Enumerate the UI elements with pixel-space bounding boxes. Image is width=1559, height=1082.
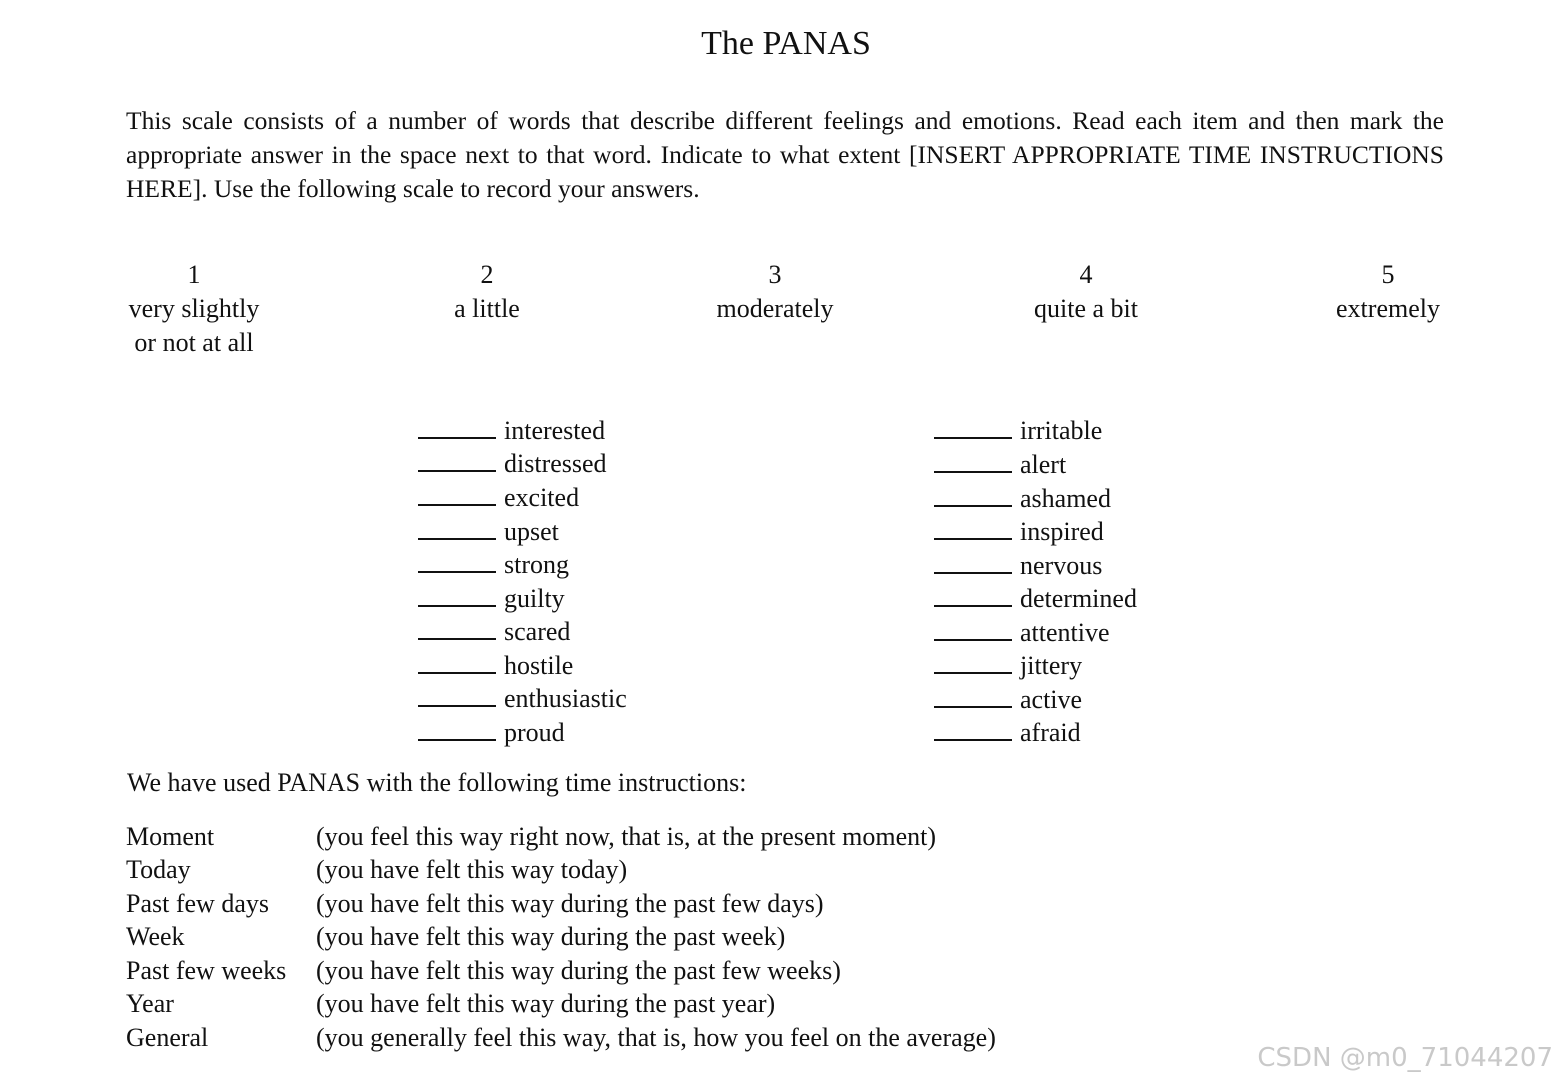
list-item bbox=[934, 447, 1066, 480]
item-label: guilty bbox=[504, 584, 565, 613]
answer-blank[interactable] bbox=[934, 413, 1012, 439]
list-item bbox=[418, 480, 579, 513]
list-item bbox=[934, 581, 1137, 614]
item-label: distressed bbox=[504, 449, 607, 478]
answer-blank[interactable] bbox=[934, 682, 1012, 708]
time-frame-name: Today bbox=[126, 855, 191, 884]
item-label: enthusiastic bbox=[504, 684, 627, 713]
list-item bbox=[934, 548, 1102, 581]
scale-label: extremely bbox=[1336, 294, 1440, 323]
scale-number: 5 bbox=[1381, 260, 1395, 289]
time-frame-name: Past few weeks bbox=[126, 956, 287, 985]
list-item bbox=[418, 547, 569, 580]
scale-number: 1 bbox=[187, 260, 201, 289]
scale-label: a little bbox=[454, 294, 520, 323]
answer-blank[interactable] bbox=[418, 614, 496, 640]
item-label: active bbox=[1020, 685, 1083, 714]
item-label: strong bbox=[504, 550, 569, 579]
item-label: interested bbox=[504, 416, 606, 445]
list-item bbox=[418, 514, 559, 547]
answer-blank[interactable] bbox=[934, 581, 1012, 607]
scale-number: 2 bbox=[480, 260, 494, 289]
item-label: proud bbox=[504, 718, 565, 747]
item-label: upset bbox=[504, 517, 559, 546]
time-frame-description: (you feel this way right now, that is, at the present moment) bbox=[316, 822, 937, 851]
list-item bbox=[418, 413, 605, 446]
time-frame-description: (you have felt this way during the past few weeks) bbox=[316, 956, 841, 985]
item-label: inspired bbox=[1020, 517, 1104, 546]
answer-blank[interactable] bbox=[934, 648, 1012, 674]
scale-point-2 bbox=[427, 258, 547, 326]
list-item bbox=[418, 681, 627, 714]
item-label: afraid bbox=[1020, 718, 1081, 747]
list-item bbox=[418, 614, 570, 647]
answer-blank[interactable] bbox=[418, 480, 496, 506]
time-frame-name: General bbox=[126, 1023, 209, 1052]
answer-blank[interactable] bbox=[418, 715, 496, 741]
item-label: excited bbox=[504, 483, 580, 512]
scale-label: quite a bit bbox=[1034, 294, 1138, 323]
scale-number: 4 bbox=[1079, 260, 1093, 289]
answer-blank[interactable] bbox=[934, 548, 1012, 574]
answer-blank[interactable] bbox=[418, 446, 496, 472]
item-label: irritable bbox=[1020, 416, 1103, 445]
time-frame-name: Week bbox=[126, 922, 185, 951]
time-frame-description: (you have felt this way today) bbox=[316, 855, 628, 884]
scale-point-3 bbox=[695, 258, 855, 326]
answer-blank[interactable] bbox=[418, 547, 496, 573]
answer-blank[interactable] bbox=[934, 715, 1012, 741]
list-item bbox=[934, 648, 1082, 681]
time-frame-description: (you have felt this way during the past few days) bbox=[316, 889, 824, 918]
page-title: The PANAS bbox=[701, 25, 871, 62]
item-label: attentive bbox=[1020, 618, 1110, 647]
item-label: alert bbox=[1020, 450, 1067, 479]
scale-number: 3 bbox=[768, 260, 782, 289]
answer-blank[interactable] bbox=[418, 514, 496, 540]
time-frame-description: (you have felt this way during the past year) bbox=[316, 989, 776, 1018]
instructions-paragraph: This scale consists of a number of words that describe different feelings and emotions. Read each item and then mark the appropriate answer in the space next to that word. Indicate to what extent [INSERT APPROPRIATE TIME INSTRUCTIONS HERE]. Use the following scale to record your answers. bbox=[126, 106, 1444, 203]
list-item bbox=[418, 648, 573, 681]
time-frame-name: Year bbox=[126, 989, 174, 1018]
item-label: determined bbox=[1020, 584, 1137, 613]
list-item bbox=[934, 413, 1102, 446]
list-item bbox=[418, 581, 565, 614]
time-frame-name: Past few days bbox=[126, 889, 269, 918]
answer-blank[interactable] bbox=[934, 615, 1012, 641]
list-item bbox=[934, 715, 1081, 748]
scale-point-5 bbox=[1318, 258, 1458, 326]
answer-blank[interactable] bbox=[418, 581, 496, 607]
answer-blank[interactable] bbox=[418, 681, 496, 707]
item-label: hostile bbox=[504, 651, 574, 680]
answer-blank[interactable] bbox=[934, 514, 1012, 540]
answer-blank[interactable] bbox=[934, 481, 1012, 507]
watermark: CSDN @m0_71044207 bbox=[1257, 1043, 1553, 1073]
scale-point-1 bbox=[126, 258, 262, 360]
time-frame-name: Moment bbox=[126, 822, 215, 851]
list-item bbox=[418, 446, 607, 479]
item-label: scared bbox=[504, 617, 571, 646]
answer-blank[interactable] bbox=[934, 447, 1012, 473]
list-item bbox=[418, 715, 565, 748]
scale-point-4 bbox=[1010, 258, 1162, 326]
time-frame-description: (you have felt this way during the past week) bbox=[316, 922, 786, 951]
list-item bbox=[934, 615, 1110, 648]
list-item bbox=[934, 682, 1082, 715]
item-label: jittery bbox=[1020, 651, 1083, 680]
item-label: nervous bbox=[1020, 551, 1103, 580]
list-item bbox=[934, 514, 1104, 547]
answer-blank[interactable] bbox=[418, 648, 496, 674]
list-item bbox=[934, 481, 1111, 514]
scale-label: very slightly or not at all bbox=[128, 294, 260, 357]
scale-label: moderately bbox=[716, 294, 834, 323]
answer-blank[interactable] bbox=[418, 413, 496, 439]
time-instructions-heading: We have used PANAS with the following time instructions: bbox=[127, 768, 747, 797]
item-label: ashamed bbox=[1020, 484, 1111, 513]
time-frame-description: (you generally feel this way, that is, how you feel on the average) bbox=[316, 1023, 996, 1052]
